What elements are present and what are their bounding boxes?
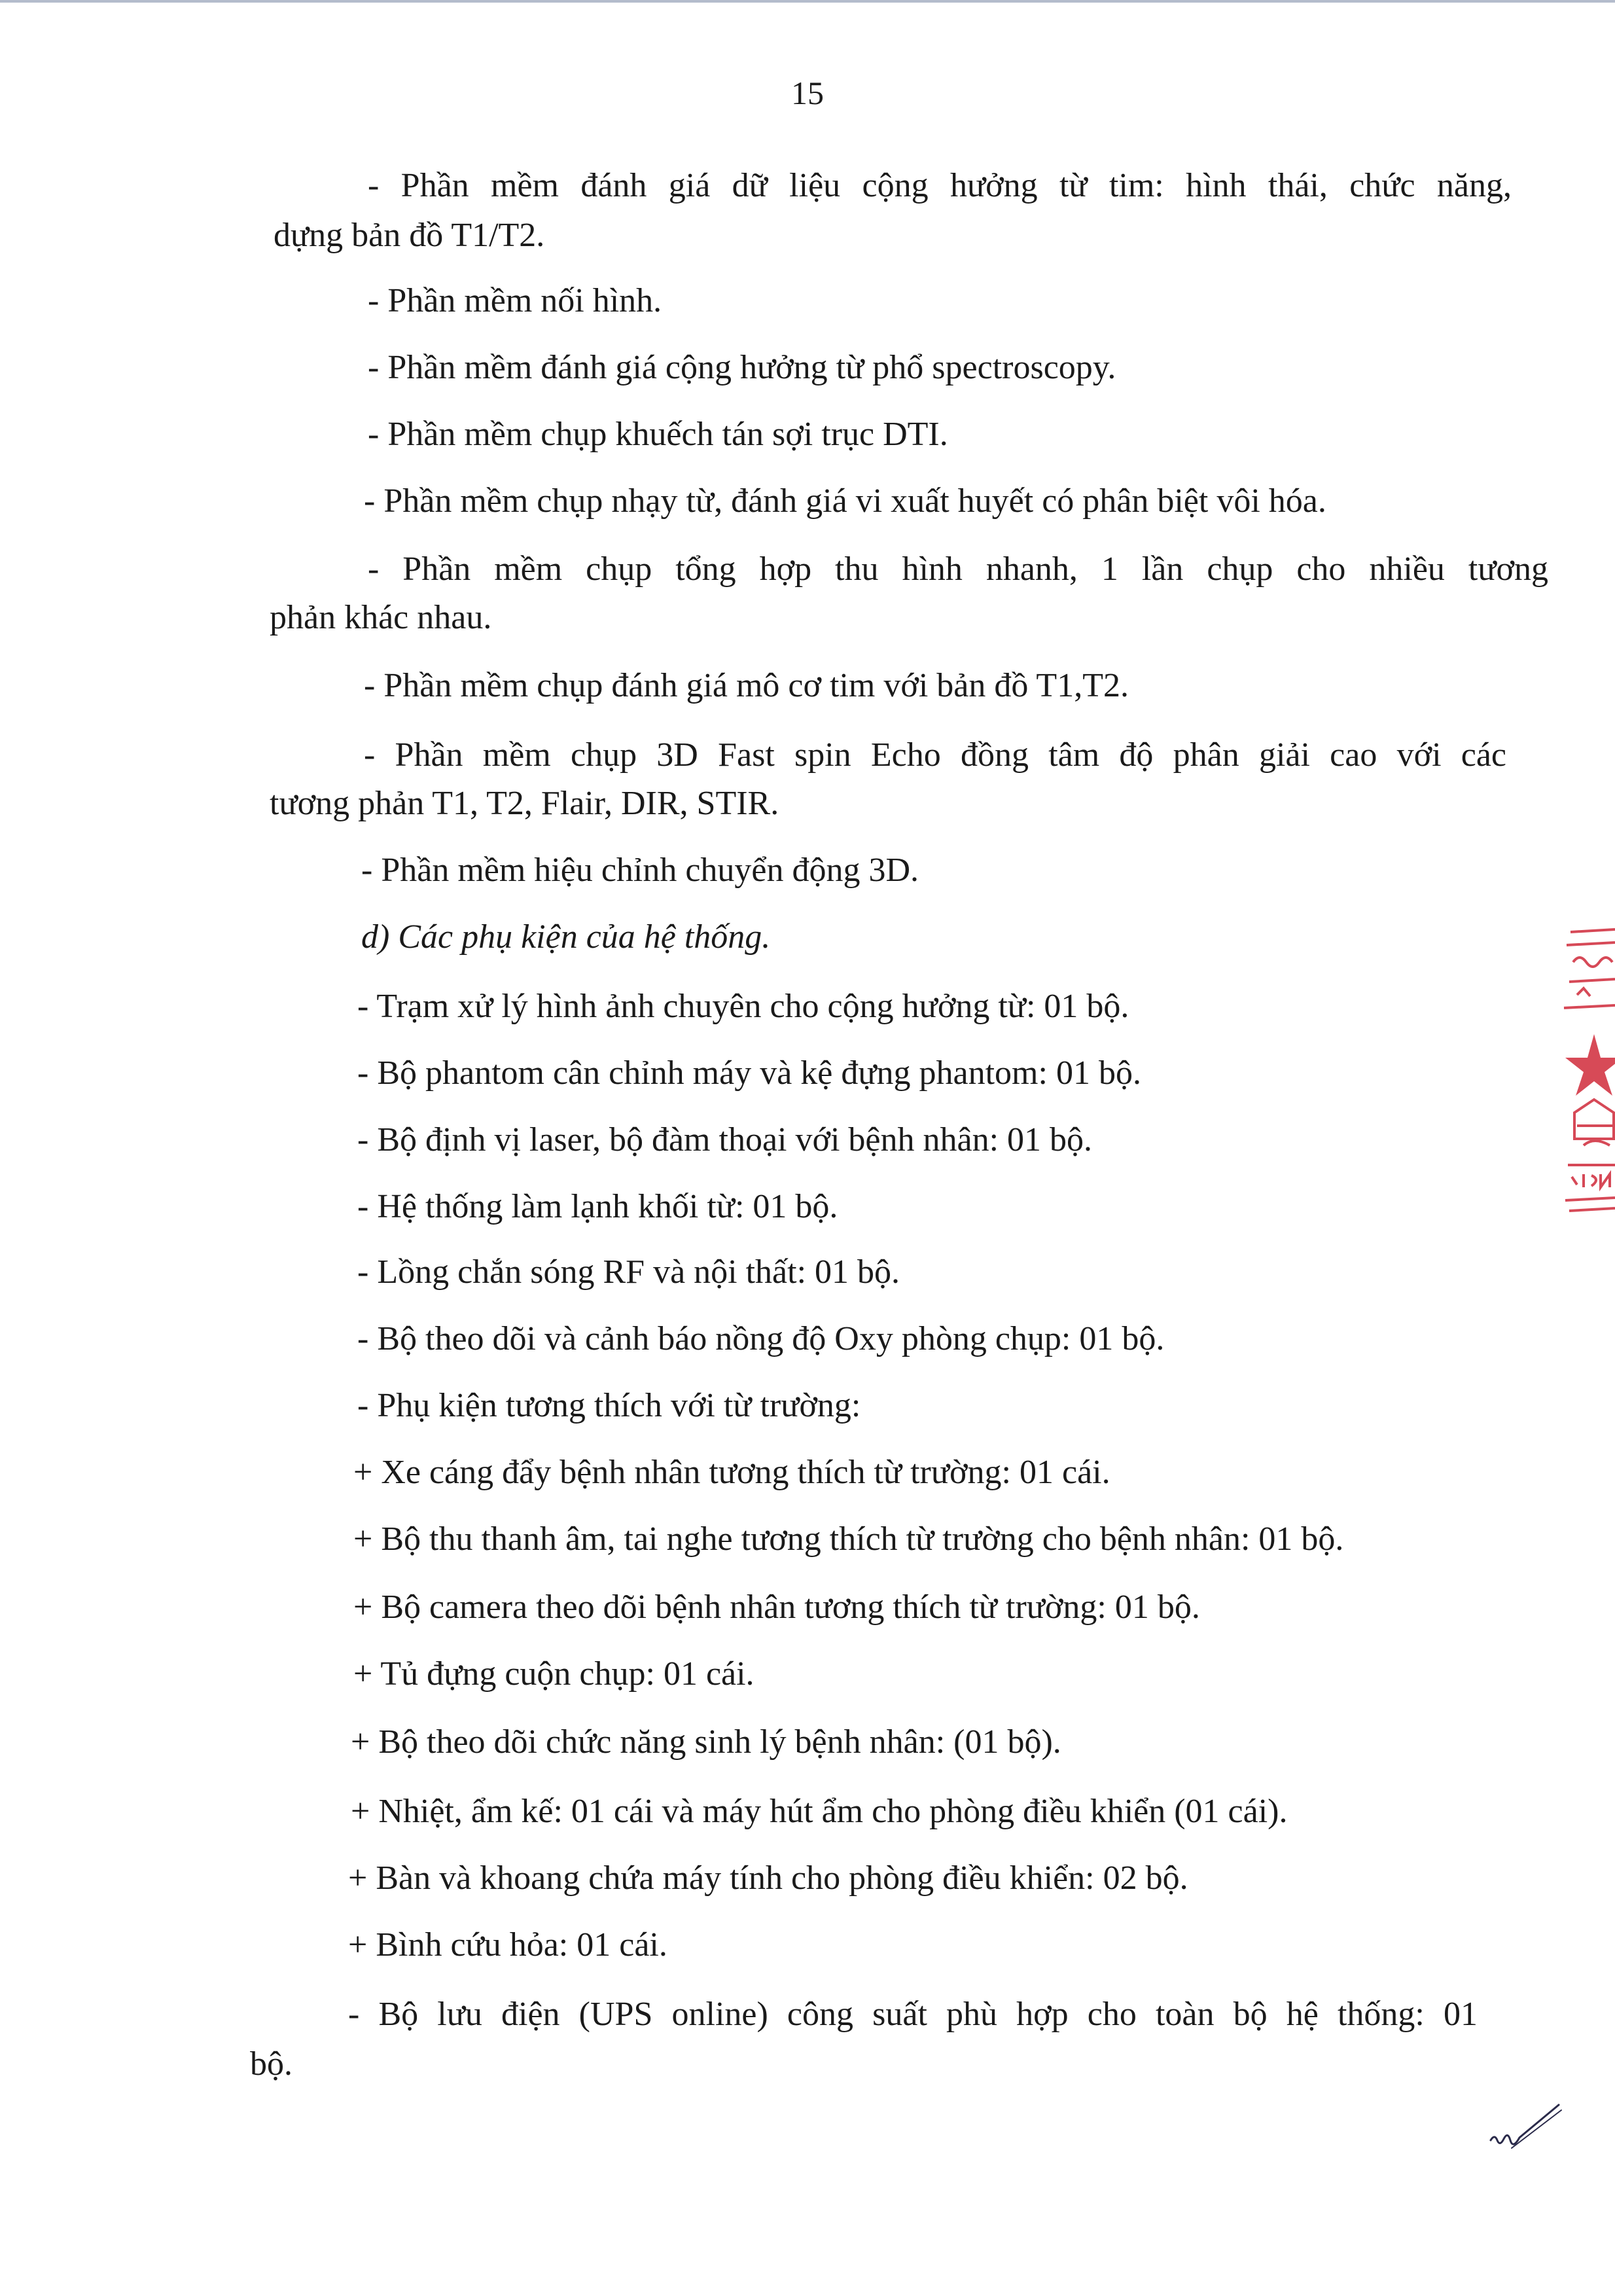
list-item: - Trạm xử lý hình ảnh chuyên cho cộng hưởng từ: 01 bộ.	[357, 988, 1129, 1025]
paragraph-1-line-1: - Phần mềm đánh giá dữ liệu cộng hưởng từ tim: hình thái, chức năng,	[368, 167, 1512, 204]
signature-icon	[1485, 2101, 1564, 2160]
list-item: - Lồng chắn sóng RF và nội thất: 01 bộ.	[357, 1253, 900, 1291]
list-item: + Bàn và khoang chứa máy tính cho phòng điều khiển: 02 bộ.	[348, 1859, 1188, 1897]
paragraph-5: - Phần mềm chụp nhạy từ, đánh giá vi xuất huyết có phân biệt vôi hóa.	[364, 482, 1326, 520]
list-item: - Bộ phantom cân chỉnh máy và kệ đựng phantom: 01 bộ.	[357, 1054, 1141, 1092]
list-item: - Hệ thống làm lạnh khối từ: 01 bộ.	[357, 1188, 838, 1225]
list-item: + Bình cứu hỏa: 01 cái.	[348, 1926, 667, 1964]
paragraph-4: - Phần mềm chụp khuếch tán sợi trục DTI.	[368, 416, 948, 453]
list-item: + Bộ thu thanh âm, tai nghe tương thích từ trường cho bệnh nhân: 01 bộ.	[353, 1520, 1344, 1558]
seal-stamp-icon	[1557, 923, 1615, 1217]
paragraph-8-line-1: - Phần mềm chụp 3D Fast spin Echo đồng tâm độ phân giải cao với các	[364, 736, 1506, 774]
paragraph-7: - Phần mềm chụp đánh giá mô cơ tim với bản đồ T1,T2.	[364, 667, 1129, 704]
paragraph-1-line-2: dựng bản đồ T1/T2.	[274, 217, 545, 254]
list-item: + Bộ camera theo dõi bệnh nhân tương thích từ trường: 01 bộ.	[353, 1588, 1200, 1626]
list-item: + Nhiệt, ẩm kế: 01 cái và máy hút ẩm cho phòng điều khiển (01 cái).	[351, 1793, 1288, 1830]
paragraph-2: - Phần mềm nối hình.	[368, 282, 662, 319]
list-item: - Bộ định vị laser, bộ đàm thoại với bệnh nhân: 01 bộ.	[357, 1121, 1093, 1158]
list-item: + Xe cáng đẩy bệnh nhân tương thích từ trường: 01 cái.	[353, 1454, 1110, 1491]
paragraph-3: - Phần mềm đánh giá cộng hưởng từ phổ spectroscopy.	[368, 349, 1116, 386]
list-item-ups-line-1: - Bộ lưu điện (UPS online) công suất phù hợp cho toàn bộ hệ thống: 01	[348, 1996, 1478, 2033]
section-heading-accessories: d) Các phụ kiện của hệ thống.	[361, 918, 771, 956]
paragraph-6-line-2: phản khác nhau.	[270, 599, 492, 636]
list-item: + Bộ theo dõi chức năng sinh lý bệnh nhân: (01 bộ).	[351, 1723, 1061, 1761]
page-number: 15	[791, 75, 824, 111]
paragraph-6-line-1: - Phần mềm chụp tổng hợp thu hình nhanh, 1 lần chụp cho nhiều tương	[368, 550, 1548, 588]
list-item: - Phụ kiện tương thích với từ trường:	[357, 1387, 861, 1424]
list-item-ups-line-2: bộ.	[250, 2045, 293, 2083]
scan-edge	[0, 0, 1615, 3]
paragraph-9: - Phần mềm hiệu chỉnh chuyển động 3D.	[361, 852, 919, 889]
list-item: - Bộ theo dõi và cảnh báo nồng độ Oxy phòng chụp: 01 bộ.	[357, 1320, 1165, 1357]
paragraph-8-line-2: tương phản T1, T2, Flair, DIR, STIR.	[270, 785, 779, 822]
list-item: + Tủ đựng cuộn chụp: 01 cái.	[353, 1655, 754, 1693]
